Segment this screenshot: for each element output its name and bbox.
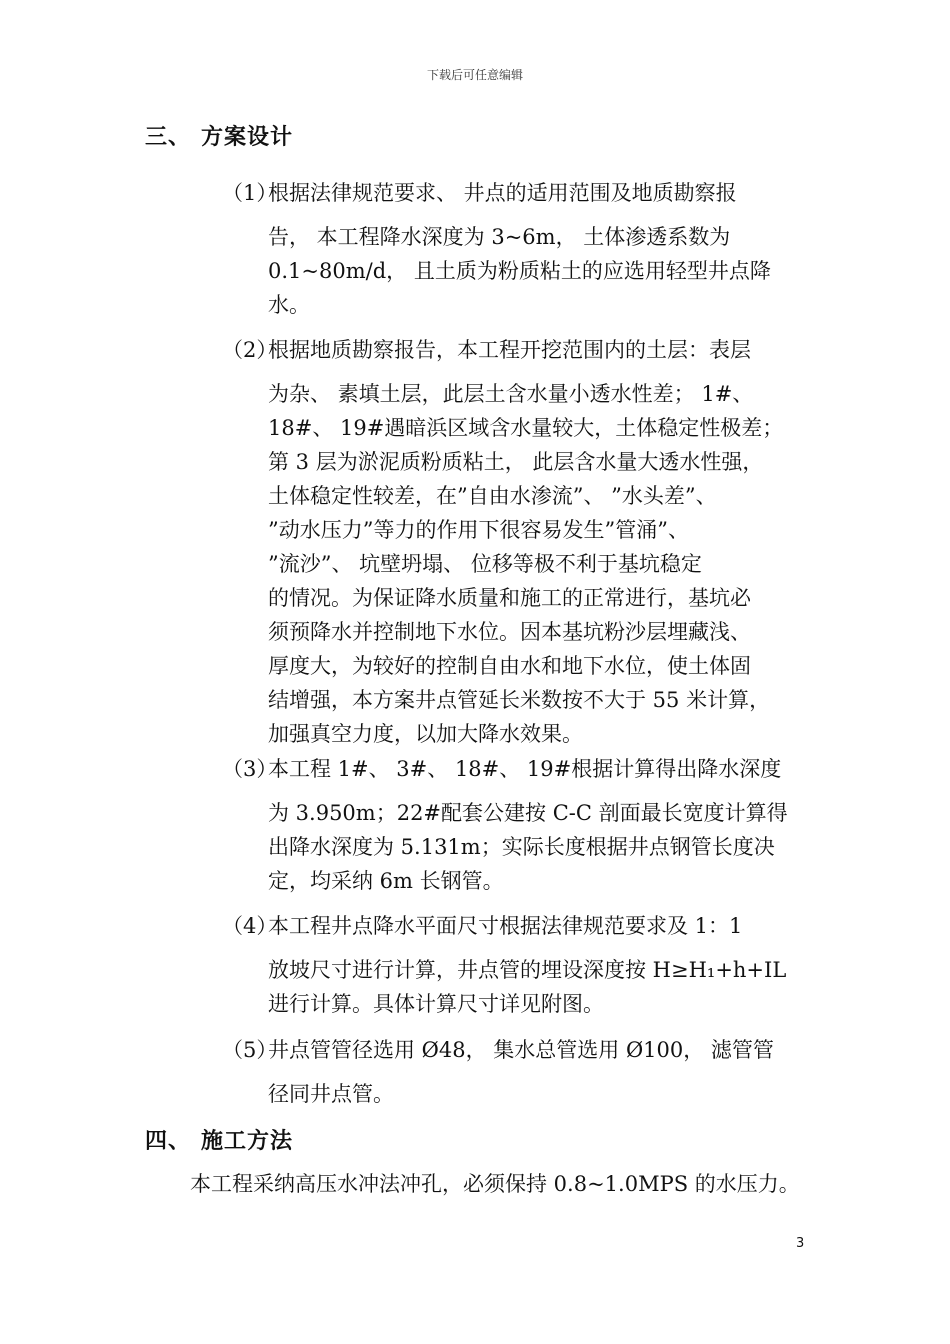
text-line: ”流沙”、 坑壁坍塌、 位移等极不利于基坑稳定 — [268, 552, 702, 576]
section-4-heading — [145, 1124, 293, 1155]
list-item-continuation — [268, 953, 812, 1021]
text-line: 加强真空力度，以加大降水效果。 — [268, 722, 583, 746]
text-line: 0.1~80m/d， 且土质为粉质粘土的应选用轻型井点降 — [268, 259, 771, 283]
section-4-number: 四、 — [145, 1129, 192, 1154]
list-item-continuation — [268, 1077, 812, 1111]
list-marker: （4） — [222, 914, 278, 938]
list-item-first-line: 本工程 1#、 3#、 18#、 19#根据计算得出降水深度 — [268, 757, 782, 781]
list-item-first-line: 根据法律规范要求、 井点的适用范围及地质勘察报 — [268, 181, 737, 205]
body-paragraph: 本工程采纳高压水冲法冲孔，必须保持 0.8~1.0MPS 的水压力。 — [190, 1172, 800, 1196]
list-marker: （3） — [222, 757, 278, 781]
text-line: 18#、 19#遇暗浜区域含水量较大，土体稳定性极差； — [268, 416, 784, 440]
section-3-heading — [145, 120, 293, 151]
text-line: 进行计算。具体计算尺寸详见附图。 — [268, 992, 604, 1016]
text-line: 为杂、 素填土层，此层土含水量小透水性差； 1#、 — [268, 382, 754, 406]
text-line: 出降水深度为 5.131m；实际长度根据井点钢管长度决 — [268, 835, 775, 859]
section-3-title: 方案设计 — [201, 125, 294, 150]
text-line: 为 3.950m；22#配套公建按 C-C 剖面最长宽度计算得 — [268, 801, 788, 825]
page-number: 3 — [796, 1236, 805, 1251]
text-line: 须预降水并控制地下水位。因本基坑粉沙层埋藏浅、 — [268, 620, 751, 644]
list-item-first-line: 井点管管径选用 Ø48， 集水总管选用 Ø100， 滤管管 — [268, 1038, 774, 1062]
text-line: 土体稳定性较差，在”自由水渗流”、 ”水头差”、 — [268, 484, 717, 508]
text-line: 的情况。为保证降水质量和施工的正常进行，基坑必 — [268, 586, 751, 610]
section-3-number: 三、 — [145, 125, 192, 150]
text-line: 厚度大，为较好的控制自由水和地下水位，使土体固 — [268, 654, 751, 678]
text-line: 第 3 层为淤泥质粉质粘土， 此层含水量大透水性强， — [268, 450, 764, 474]
list-item-continuation — [268, 377, 812, 751]
text-line: 径同井点管。 — [268, 1082, 394, 1106]
page-header-note: 下载后可任意编辑 — [426, 68, 523, 82]
list-item-continuation — [268, 220, 812, 322]
list-item-first-line: 本工程井点降水平面尺寸根据法律规范要求及 1：1 — [268, 914, 743, 938]
list-marker: （1） — [222, 181, 278, 205]
list-marker: （5） — [222, 1038, 278, 1062]
text-line: 告， 本工程降水深度为 3~6m， 土体渗透系数为 — [268, 225, 731, 249]
text-line: 放坡尺寸进行计算，井点管的埋设深度按 H≥H₁+h+IL — [268, 958, 787, 982]
list-item-first-line: 根据地质勘察报告，本工程开挖范围内的土层：表层 — [268, 338, 751, 362]
list-item-continuation — [268, 796, 812, 898]
list-marker: （2） — [222, 338, 278, 362]
text-line: 水。 — [268, 293, 310, 317]
text-line: ”动水压力”等力的作用下很容易发生”管涌”、 — [268, 518, 689, 542]
section-4-title: 施工方法 — [201, 1129, 294, 1154]
text-line: 定，均采纳 6m 长钢管。 — [268, 869, 504, 893]
text-line: 结增强，本方案井点管延长米数按不大于 55 米计算， — [268, 688, 771, 712]
